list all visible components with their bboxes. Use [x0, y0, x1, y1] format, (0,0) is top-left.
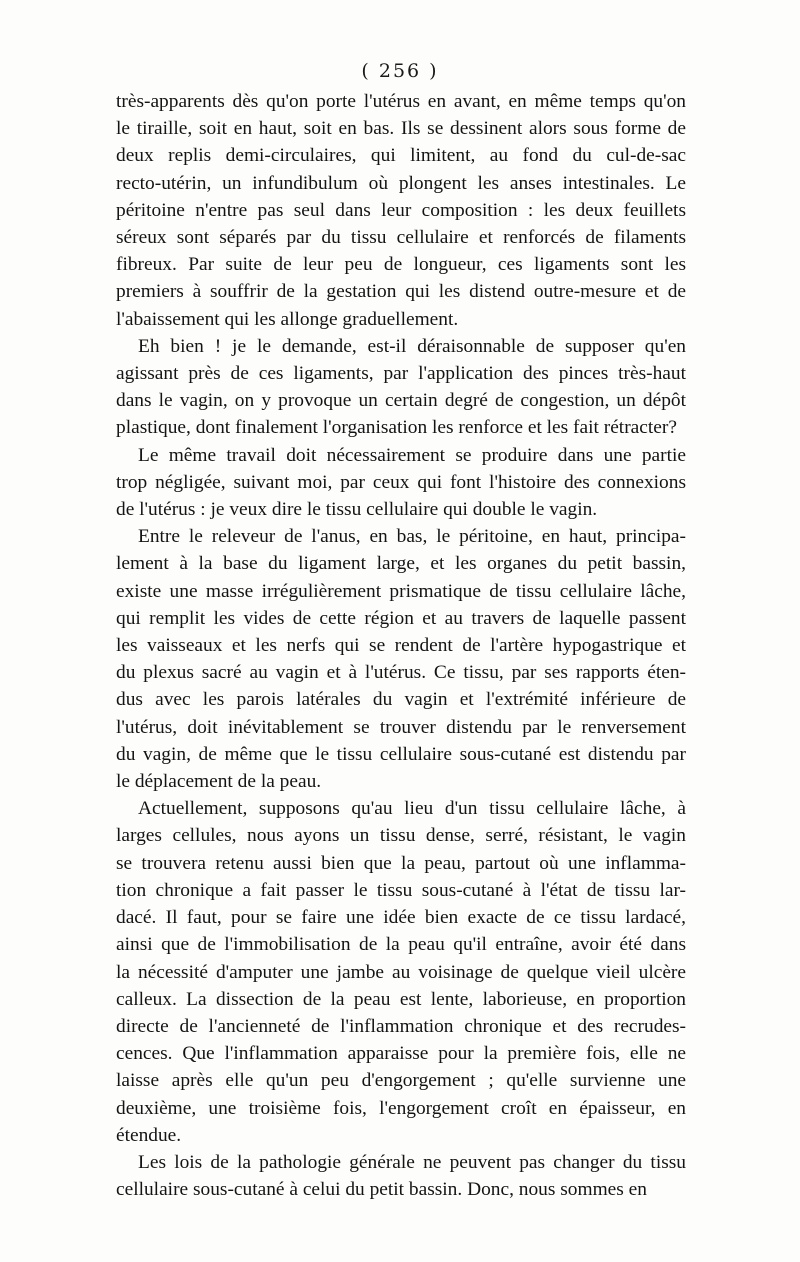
text-line: Les lois de la pathologie générale ne peuvent pas changer du tissu	[138, 1151, 686, 1173]
text-line: l'utérus, doit inévitablement se trouver distendu par le renversement	[116, 716, 686, 738]
text-line: ainsi que de l'immobilisation de la peau qu'il entraîne, avoir été dans	[116, 934, 686, 956]
text-line: recto-utérin, un infundibulum où plongent les anses intestinales. Le	[116, 172, 686, 194]
paragraph	[116, 442, 686, 524]
text-line: plastique, dont finalement l'organisation les renforce et les fait rétracter?	[116, 417, 677, 439]
text-line: très-apparents dès qu'on porte l'utérus en avant, en même temps qu'on	[116, 91, 686, 112]
body-text	[116, 88, 686, 1203]
paragraph	[116, 1149, 686, 1203]
text-line: calleux. La dissection de la peau est lente, laborieuse, en proportion	[116, 988, 686, 1010]
text-line: agissant près de ces ligaments, par l'application des pinces très-haut	[116, 363, 686, 385]
text-line: dacé. Il faut, pour se faire une idée bien exacte de ce tissu lardacé,	[116, 907, 686, 929]
paragraph	[116, 523, 686, 795]
text-line: deuxième, une troisième fois, l'engorgement croît en épaisseur, en	[116, 1097, 686, 1119]
text-line: du plexus sacré au vagin et à l'utérus. Ce tissu, par ses rapports éten-	[116, 662, 686, 684]
text-line: Le même travail doit nécessairement se produire dans une partie	[138, 444, 686, 466]
paragraph	[116, 333, 686, 442]
text-line: premiers à souffrir de la gestation qui les distend outre-mesure et de	[116, 281, 686, 303]
text-line: du vagin, de même que le tissu cellulaire sous-cutané est distendu par	[116, 743, 686, 765]
text-line: les vaisseaux et les nerfs qui se rendent de l'artère hypogastrique et	[116, 635, 686, 657]
text-line: la nécessité d'amputer une jambe au voisinage de quelque vieil ulcère	[116, 961, 686, 983]
text-line: Actuellement, supposons qu'au lieu d'un tissu cellulaire lâche, à	[138, 798, 686, 820]
text-line: l'abaissement qui les allonge graduellement.	[116, 308, 459, 330]
text-line: dans le vagin, on y provoque un certain degré de congestion, un dépôt	[116, 390, 686, 412]
text-line: péritoine n'entre pas seul dans leur composition : les deux feuillets	[116, 199, 686, 221]
text-line: étendue.	[116, 1124, 182, 1146]
paragraph	[116, 795, 686, 1149]
text-line: tion chronique a fait passer le tissu sous-cutané à l'état de tissu lar-	[116, 879, 686, 901]
text-line: cellulaire sous-cutané à celui du petit bassin. Donc, nous sommes en	[116, 1179, 647, 1201]
text-line: Eh bien ! je le demande, est-il déraisonnable de supposer qu'en	[138, 335, 686, 357]
paragraph	[116, 88, 686, 333]
text-line: le tiraille, soit en haut, soit en bas. Ils se dessinent alors sous forme de	[116, 118, 686, 140]
text-line: lement à la base du ligament large, et les organes du petit bassin,	[116, 553, 686, 575]
text-line: trop négligée, suivant moi, par ceux qui font l'histoire des connexions	[116, 471, 686, 493]
text-line: qui remplit les vides de cette région et au travers de laquelle passent	[116, 607, 686, 629]
text-line: deux replis demi-circulaires, qui limitent, au fond du cul-de-sac	[116, 145, 686, 167]
text-line: se trouvera retenu aussi bien que la peau, partout où une inflamma-	[116, 852, 686, 874]
text-line: Entre le releveur de l'anus, en bas, le péritoine, en haut, principa-	[138, 526, 686, 548]
text-line: le déplacement de la peau.	[116, 771, 322, 793]
text-line: existe une masse irrégulièrement prismatique de tissu cellulaire lâche,	[116, 580, 686, 602]
text-line: larges cellules, nous ayons un tissu dense, serré, résistant, le vagin	[116, 825, 686, 847]
text-line: dus avec les parois latérales du vagin et l'extrémité inférieure de	[116, 689, 686, 711]
text-line: de l'utérus : je veux dire le tissu cellulaire qui double le vagin.	[116, 499, 598, 521]
page-number: ( 256 )	[361, 60, 439, 82]
text-line: laisse après elle qu'un peu d'engorgement ; qu'elle survienne une	[116, 1070, 686, 1092]
text-line: directe de l'ancienneté de l'inflammation chronique et des recrudes-	[116, 1015, 686, 1037]
text-line: fibreux. Par suite de leur peu de longueur, ces ligaments sont les	[116, 254, 686, 276]
text-line: séreux sont séparés par du tissu cellulaire et renforcés de filaments	[116, 227, 686, 249]
text-line: cences. Que l'inflammation apparaisse pour la première fois, elle ne	[116, 1043, 686, 1065]
